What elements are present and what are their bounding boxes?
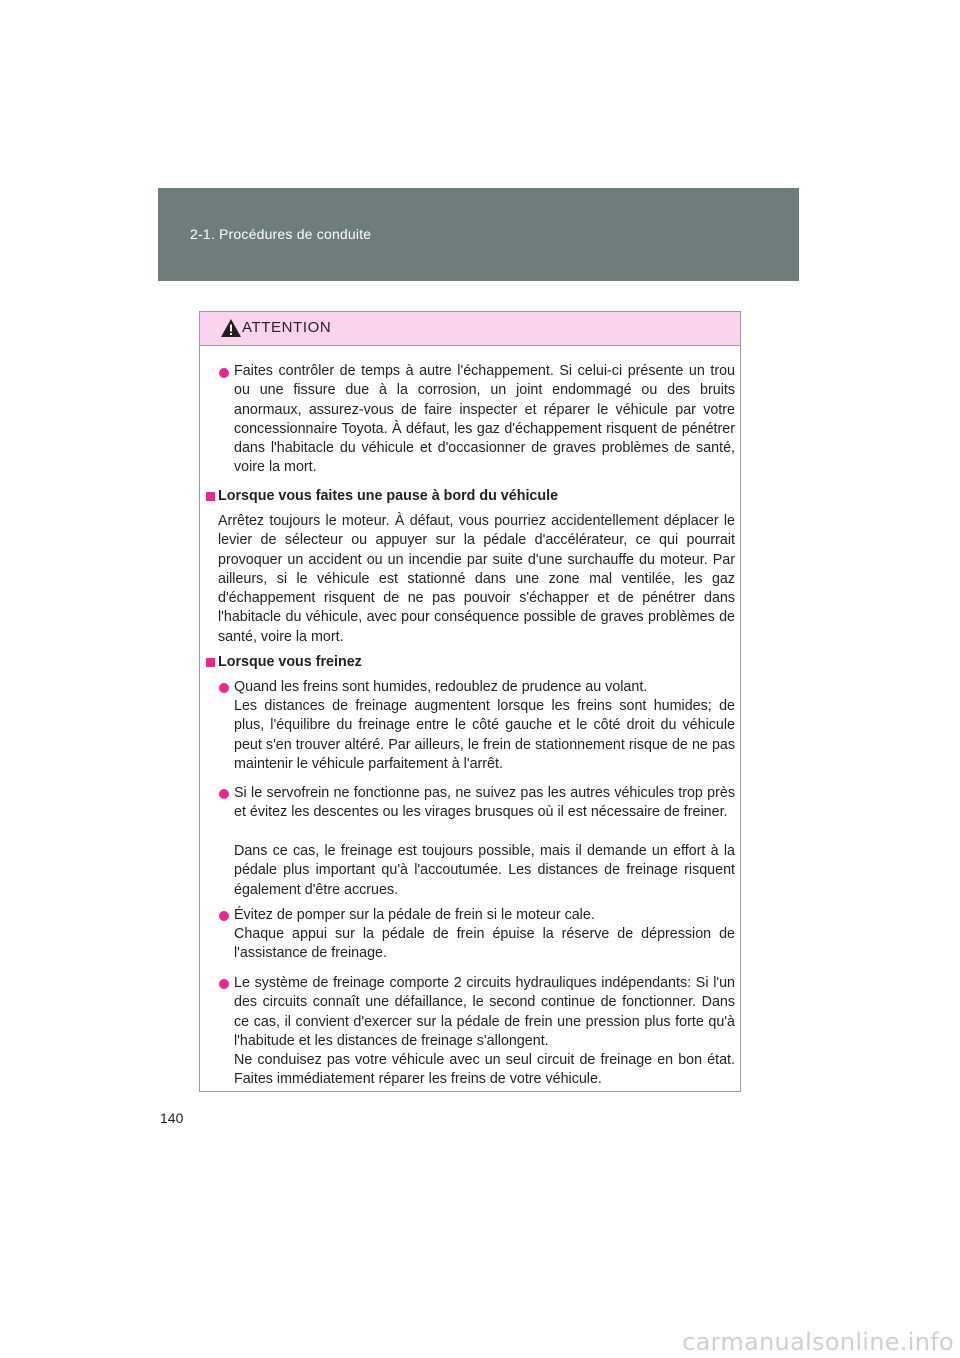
brake-item-text: Chaque appui sur la pédale de frein épuise la réserve de dépression de l'assistance de freinage. xyxy=(234,926,735,962)
bullet-icon xyxy=(219,683,229,693)
warning-box xyxy=(199,311,741,1092)
warning-header xyxy=(200,312,740,346)
bullet-icon xyxy=(219,979,229,989)
square-bullet-icon xyxy=(206,658,215,667)
section-heading-pause: Lorsque vous faites une pause à bord du véhicule xyxy=(218,488,559,504)
brake-item-lead: Quand les freins sont humides, redoublez de prudence au volant. xyxy=(234,679,648,695)
bullet-icon xyxy=(219,789,229,799)
brake-item-text: Dans ce cas, le freinage est toujours possible, mais il demande un effort à la pédale plus important qu'à l'accoutumée. Les distances de freinage risquent également d'être accrues. xyxy=(234,843,735,898)
warning-label: ATTENTION xyxy=(242,319,332,336)
header-band xyxy=(158,188,799,281)
brake-item-text: Ne conduisez pas votre véhicule avec un seul circuit de freinage en bon état. Faites immédiatement réparer les freins de votre véhicule. xyxy=(234,1052,735,1088)
watermark: carmanualsonline.info xyxy=(682,1328,954,1356)
brake-item-lead: Si le servofrein ne fonctionne pas, ne suivez pas les autres véhicules trop près et évitez les descentes ou les virages brusques où il est nécessaire de freiner. xyxy=(234,785,735,821)
intro-paragraph: Faites contrôler de temps à autre l'échappement. Si celui-ci présente un trou ou une fissure due à la corrosion, un joint endommagé ou des bruits anormaux, assurez-vous de faire inspecter et réparer le véhicule par votre concessionnaire Toyota. À défaut, les gaz d'échappement risquent de pénétrer dans l'habitacle du véhicule et d'occasionner de graves problèmes de santé, voire la mort. xyxy=(234,363,735,476)
bullet-icon xyxy=(219,911,229,921)
square-bullet-icon xyxy=(206,492,215,501)
section-paragraph-pause: Arrêtez toujours le moteur. À défaut, vous pourriez accidentellement déplacer le levier de sélecteur ou appuyer sur la pédale d'accélérateur, ce qui pourrait provoquer un accident ou un incendie par suite d'une surchauffe du moteur. Par ailleurs, si le véhicule est stationné dans une zone mal ventilée, les gaz d'échappement risquent de ne pas pouvoir s'échapper et de pénétrer dans l'habitacle du véhicule, avec pour conséquence possible de graves problèmes de santé, voire la mort. xyxy=(218,513,735,645)
brake-item-text: Les distances de freinage augmentent lorsque les freins sont humides; de plus, l'équilibre du freinage entre le côté gauche et le côté droit du véhicule peut s'en trouver altéré. Par ailleurs, le frein de stationnement risque de ne pas maintenir le véhicule parfaitement à l'arrêt. xyxy=(234,698,735,772)
warning-triangle-icon xyxy=(220,318,242,338)
brake-item-lead: Évitez de pomper sur la pédale de frein si le moteur cale. xyxy=(234,907,595,923)
page-number: 140 xyxy=(160,1110,184,1126)
brake-item-lead: Le système de freinage comporte 2 circuits hydrauliques indépendants: Si l'un des circuits connaît une défaillance, le second continue de fonctionner. Dans ce cas, il convient d'exercer sur la pédale de frein une pression plus forte qu'à l'habitude et les distances de freinage s'allongent. xyxy=(234,975,735,1049)
section-title: 2-1. Procédures de conduite xyxy=(190,226,372,242)
section-heading-brake: Lorsque vous freinez xyxy=(218,654,362,670)
bullet-icon xyxy=(219,368,229,378)
